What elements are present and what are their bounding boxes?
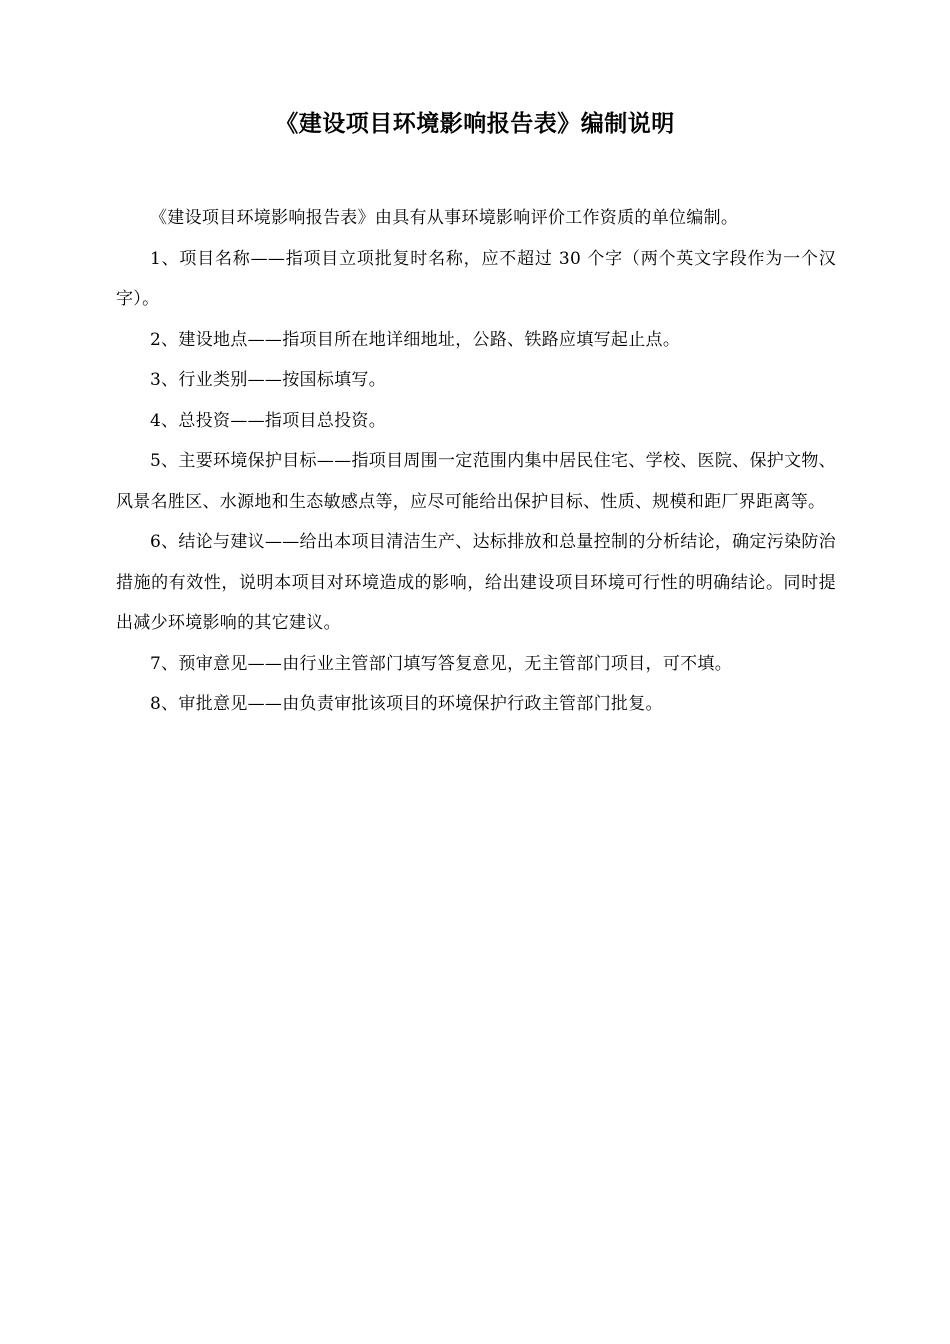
item-industry-category: 3、行业类别——按国标填写。 (150, 370, 387, 390)
document-body (116, 198, 836, 725)
document-title: 《建设项目环境影响报告表》编制说明 (275, 111, 675, 137)
item-conclusions: 6、结论与建议——给出本项目清洁生产、达标排放和总量控制的分析结论，确定污染防治措施的有效性，说明本项目对环境造成的影响，给出建设项目环境可行性的明确结论。同时提出减少环境影响的其它建议。 (116, 532, 836, 633)
item-total-investment: 4、总投资——指项目总投资。 (150, 410, 387, 431)
item-project-name: 1、项目名称——指项目立项批复时名称，应不超过 30 个字（两个英文字段作为一个汉字）。 (116, 248, 836, 309)
item-protection-targets: 5、主要环境保护目标——指项目周围一定范围内集中居民住宅、学校、医院、保护文物、风景名胜区、水源地和生态敏感点等，应尽可能给出保护目标、性质、规模和距厂界距离等。 (116, 451, 836, 512)
item-preliminary-review: 7、预审意见——由行业主管部门填写答复意见，无主管部门项目，可不填。 (150, 653, 733, 674)
item-construction-site: 2、建设地点——指项目所在地详细地址，公路、铁路应填写起止点。 (150, 329, 681, 350)
item-approval-opinion: 8、审批意见——由负责审批该项目的环境保护行政主管部门批复。 (150, 694, 663, 714)
intro-paragraph: 《建设项目环境影响报告表》由具有从事环境影响评价工作资质的单位编制。 (150, 208, 739, 228)
